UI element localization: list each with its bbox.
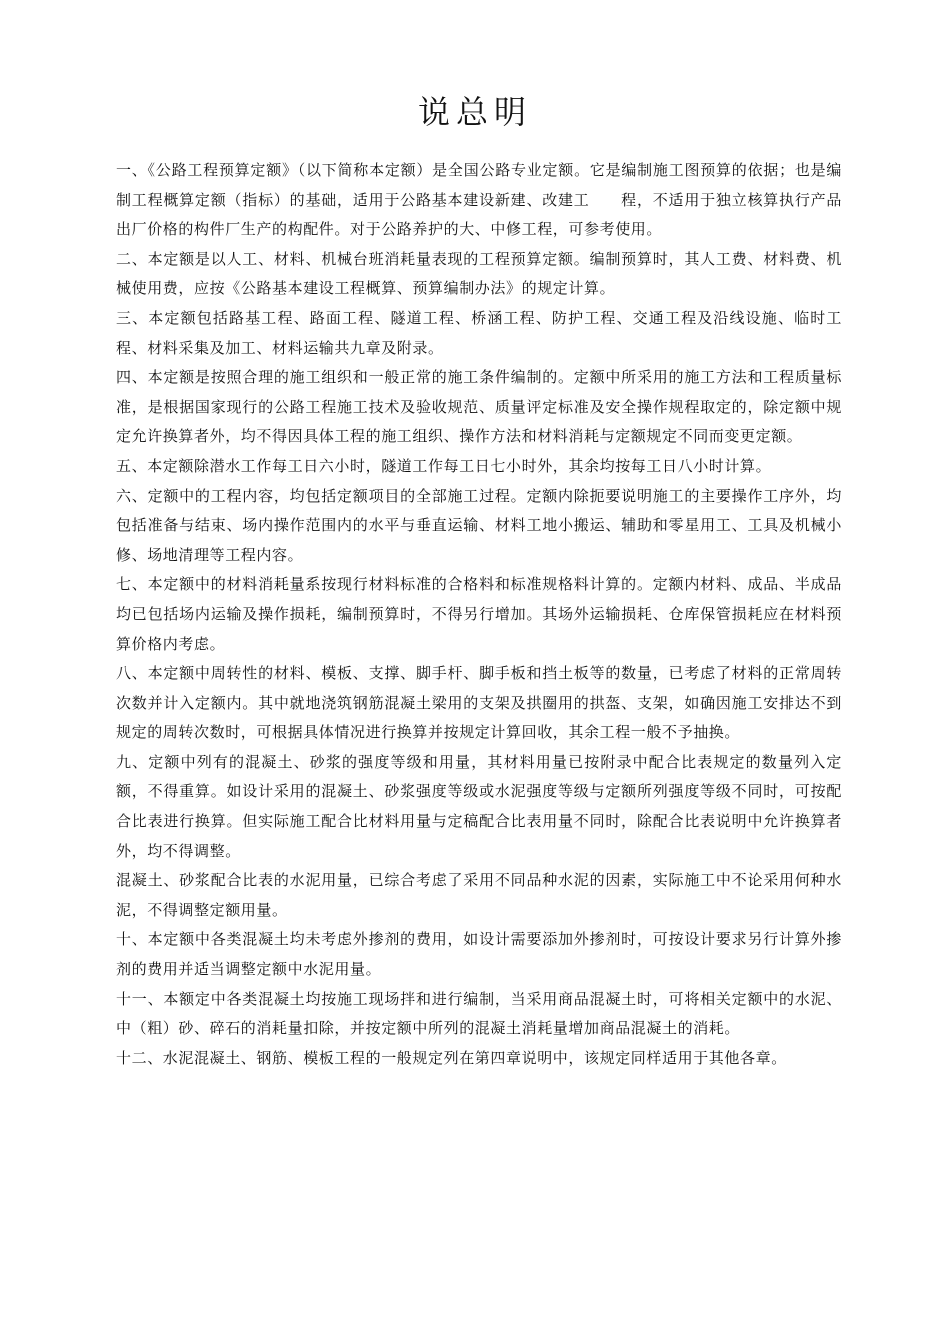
paragraph-10: 十、本定额中各类混凝土均未考虑外掺剂的费用，如设计需要添加外掺剂时，可按设计要求另行计算外掺剂的费用并适当调整定额中水泥用量。 — [116, 930, 842, 979]
paragraph-5: 五、本定额除潜水工作每工日六小时，隧道工作每工日七小时外，其余均按每工日八小时计算。 — [116, 456, 772, 475]
document-title: 说总明 — [417, 93, 532, 131]
paragraph-12: 十二、水泥混凝土、钢筋、模板工程的一般规定列在第四章说明中，该规定同样适用于其他各章。 — [116, 1048, 787, 1067]
paragraph-11: 十一、本额定中各类混凝土均按施工现场拌和进行编制，当采用商品混凝土时，可将相关定额中的水泥、中（粗）砂、碎石的消耗量扣除，并按定额中所列的混凝土消耗量增加商品混凝土的消耗。 — [116, 989, 842, 1038]
paragraph-3: 三、本定额包括路基工程、路面工程、隧道工程、桥涵工程、防护工程、交通工程及沿线设施、临时工程、材料采集及加工、材料运输共九章及附录。 — [116, 308, 842, 357]
paragraph-9: 九、定额中列有的混凝土、砂浆的强度等级和用量，其材料用量已按附录中配合比表规定的数量列入定额，不得重算。如设计采用的混凝土、砂浆强度等级或水泥强度等级与定额所列强度等级不同时，可按配合比表进行换算。但实际施工配合比材料用量与定稿配合比表用量不同时，除配合比表说明中允许换算者外，均不得调整。 — [116, 752, 842, 860]
paragraph-4: 四、本定额是按照合理的施工组织和一般正常的施工条件编制的。定额中所采用的施工方法和工程质量标准，是根据国家现行的公路工程施工技术及验收规范、质量评定标准及安全操作规程取定的，除定额中规定允许换算者外，均不得因具体工程的施工组织、操作方法和材料消耗与定额规定不同而变更定额。 — [116, 368, 842, 446]
paragraph-7: 七、本定额中的材料消耗量系按现行材料标准的合格料和标准规格料计算的。定额内材料、成品、半成品均已包括场内运输及操作损耗，编制预算时，不得另行增加。其场外运输损耗、仓库保管损耗应在材料预算价格内考虑。 — [116, 575, 842, 653]
paragraph-9-note: 混凝土、砂浆配合比表的水泥用量，已综合考虑了采用不同品种水泥的因素，实际施工中不论采用何种水泥，不得调整定额用量。 — [116, 871, 842, 919]
paragraph-8: 八、本定额中周转性的材料、模板、支撑、脚手杆、脚手板和挡土板等的数量，已考虑了材料的正常周转次数并计入定额内。其中就地浇筑钢筋混凝土梁用的支架及拱圈用的拱盔、支架，如确因施工安排达不到规定的周转次数时，可根据具体情况进行换算并按规定计算回收，其余工程一般不予抽换。 — [116, 664, 842, 742]
paragraph-6: 六、定额中的工程内容，均包括定额项目的全部施工过程。定额内除扼要说明施工的主要操作工序外，均包括准备与结束、场内操作范围内的水平与垂直运输、材料工地小搬运、辅助和零星用工、工具及机械小修、场地清理等工程内容。 — [116, 486, 842, 564]
document-body — [116, 156, 842, 1073]
paragraph-1: 一、《公路工程预算定额》（以下简称本定额）是全国公路专业定额。它是编制施工图预算的依据；也是编制工程概算定额（指标）的基础，适用于公路基本建设新建、改建工 程，不适用于独立核算执行产品出厂价格的构件厂生产的构配件。对于公路养护的大、中修工程，可参考使用。 — [116, 161, 842, 239]
paragraph-2: 二、本定额是以人工、材料、机械台班消耗量表现的工程预算定额。编制预算时，其人工费、材料费、机械使用费，应按《公路基本建设工程概算、预算编制办法》的规定计算。 — [116, 249, 842, 298]
